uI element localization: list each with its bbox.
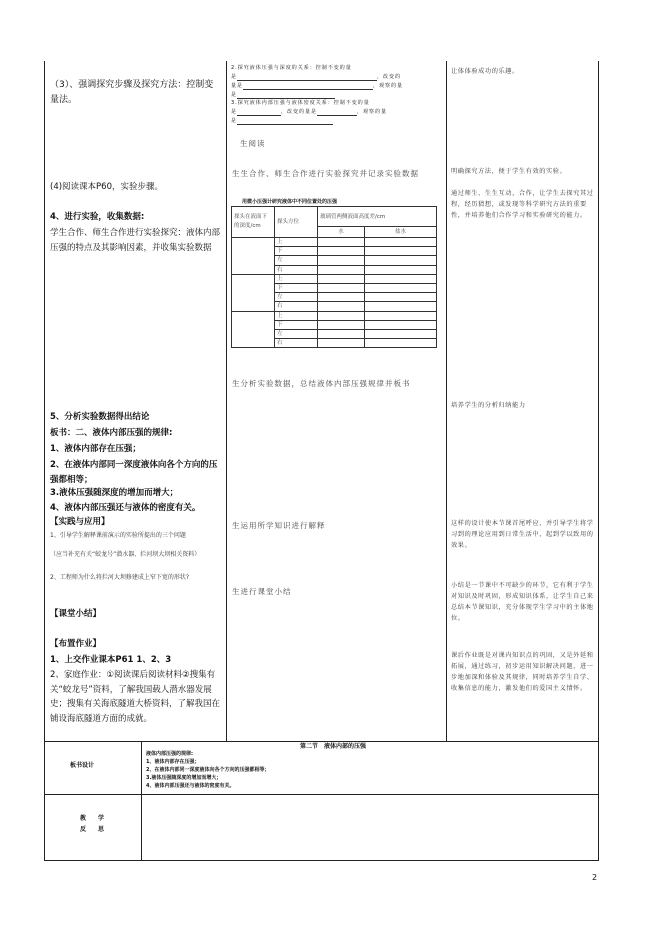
grid-line	[141, 741, 142, 861]
header-direction: 探头方位	[275, 207, 318, 238]
rule-3: 3.液体压强随深度的增加而增大；	[50, 488, 179, 498]
table-row: 左	[232, 256, 437, 265]
board-item-2: 2、在液体内部同一深度液体向各个方向的压强都相等；	[146, 767, 270, 773]
student-summary: 生进行课堂小结	[232, 587, 292, 596]
board-subtitle: 液体内部压强的规律:	[146, 751, 194, 757]
step4-text: (4)阅读课本P60，实验步骤。	[50, 182, 163, 192]
table-row: 下	[232, 247, 437, 256]
question-2: 2.探究液体压强与深度的关系：控制不变的量 是 ，改变的 量是 ，观察的量 是 3.探究液体内部压强与液体密度关系：控制不变的量 是 ，改变的量是 ，观察的量 是	[231, 65, 404, 124]
practice-title: 【实践与应用】	[50, 517, 110, 527]
board-item-3: 3.液体压强随深度的增加而增大；	[146, 775, 222, 781]
step4-title: 4、进行实验，收集数据:	[50, 212, 145, 222]
rule-2: 2、在液体内部同一深度液体向各个方向的压强都相等；	[50, 460, 218, 485]
header-depth: 探头在液面下的深度/cm	[232, 207, 275, 238]
table-row: 左	[232, 293, 437, 302]
table-row: 右	[232, 265, 437, 274]
design-note-6: 小结是一节课中不可缺少的环节，它有利于学生对知识及时巩固，形成知识体系，让学生自己来总结本节课知识，充分体现学生学习中的主体地位。	[451, 582, 594, 622]
grid-line	[44, 860, 599, 861]
page-number: 2	[592, 873, 598, 882]
board-heading: 板书：二、液体内部压强的规律:	[50, 428, 173, 438]
header-water: 水	[318, 227, 365, 238]
rule-1: 1、液体内部存在压强；	[50, 444, 141, 454]
design-note-5: 这样的设计使本节课首尾呼应，并引导学生将学习到的理论应用到日常生活中，起到学以致用的效果。	[451, 520, 594, 549]
homework-title: 【布置作业】	[50, 639, 102, 649]
header-height-diff: 玻璃管两侧液面高度差/cm	[318, 207, 437, 227]
table-title: 用微小压强计研究液体中不同位置处的压强	[242, 199, 338, 205]
table-row: 左	[232, 329, 437, 338]
grid-line	[446, 61, 447, 741]
board-item-4: 4、液体内部压强还与液体的密度有关。	[146, 783, 235, 789]
board-item-1: 1、液体内部存在压强；	[146, 759, 200, 765]
student-apply: 生运用所学知识进行解释	[232, 521, 326, 530]
grid-line	[226, 61, 227, 741]
table-row: 上	[232, 238, 437, 247]
practice-item-1: 1、引导学生解释课前演示的实验所提出的三个问题	[50, 532, 186, 539]
practice-item-1-note: （应当补充有关“蛟龙号”潜水器、拦河坝大坝相关资料）	[50, 551, 201, 558]
design-note-7: 课后作业既是对课内知识点的巩固，又是外延和拓展，通过练习，初步运用知识解决问题，进一步地加深和体验及其规律，同时培养学生自学、收集信息的能力，激发他们的爱国主义情怀。	[451, 652, 594, 692]
homework-2: 2、家庭作业：①阅读课后阅读材料②搜集有关“蛟龙号”资料，了解我国载人潜水器发展史；搜集有关海底隧道大桥资料，了解我国在铺设海底隧道方面的成就。	[50, 670, 221, 724]
student-experiment: 生生合作、师生合作进行实验探究并记录实验数据	[232, 169, 419, 178]
table-row: 上	[232, 274, 437, 283]
student-reading: 生阅读	[240, 139, 266, 148]
reflection-label-2: 反 思	[80, 826, 105, 833]
design-note-3: 通过师生、生生互动，合作，让学生去探究其过程，经历猜想，或发现等科学研究方法的重要性，并培养他们合作学习和实验研究的能力。	[451, 190, 594, 219]
table-row: 下	[232, 320, 437, 329]
reflection-label-1: 教 学	[80, 815, 105, 822]
design-note-2: 明确探究方法，便于学生有效的实验。	[451, 168, 567, 175]
header-salt: 盐水	[365, 227, 437, 238]
summary-title: 【课堂小结】	[50, 609, 102, 619]
rule-4: 4、液体内部压强还与液体的密度有关。	[50, 503, 201, 513]
experiment-table	[231, 206, 437, 348]
design-note-1: 让体体验成功的乐趣。	[451, 68, 519, 75]
grid-line	[44, 794, 599, 795]
step3-text: （3）、强调探究步骤及探究方法：控制变量法。	[50, 80, 214, 105]
table-row: 右	[232, 302, 437, 311]
table-row: 下	[232, 283, 437, 292]
step4-body: 学生合作、师生合作进行实验探究：液体内部压强的特点及其影响因素，并收集实验数据	[50, 228, 221, 253]
design-note-4: 培养学生的分析归纳能力	[451, 402, 526, 409]
practice-item-2: 2、工程师为什么将拦河大坝修建成上窄下宽的形状?	[50, 574, 190, 581]
table-row: 右	[232, 339, 437, 348]
step5-title: 5、分析实验数据得出结论	[50, 412, 150, 422]
grid-line	[44, 741, 599, 742]
board-title: 第二节 液体内部的压强	[300, 743, 367, 750]
student-analyze: 生分析实验数据，总结液体内部压强规律并板书	[232, 379, 411, 388]
board-label: 板书设计	[70, 762, 95, 769]
table-row: 上	[232, 311, 437, 320]
homework-1: 1、上交作业课本P61 1、2、3	[50, 655, 172, 665]
